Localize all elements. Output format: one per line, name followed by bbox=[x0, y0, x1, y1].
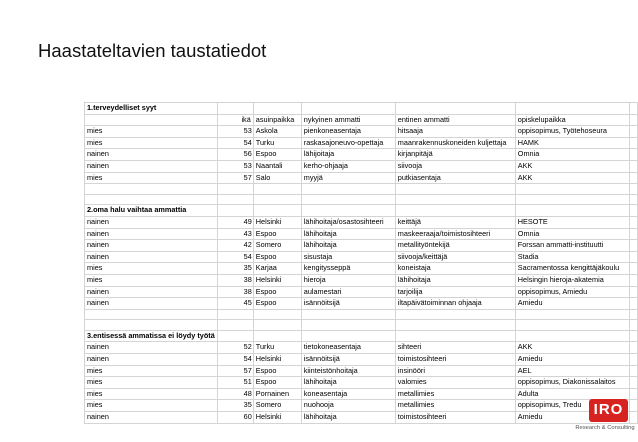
age-cell: 48 bbox=[217, 388, 253, 400]
current-occupation-cell: sisustaja bbox=[301, 251, 395, 263]
empty-cell bbox=[217, 184, 253, 195]
empty-cell bbox=[629, 103, 637, 115]
current-occupation-cell: nuohooja bbox=[301, 400, 395, 412]
study-place-cell: HESOTE bbox=[515, 216, 629, 228]
empty-cell bbox=[629, 330, 637, 342]
section-heading: 1.terveydelliset syyt bbox=[85, 103, 218, 115]
study-place-cell: AKK bbox=[515, 342, 629, 354]
current-occupation-cell: isännöitsijä bbox=[301, 298, 395, 310]
age-cell: 45 bbox=[217, 298, 253, 310]
logo-mark: IRO bbox=[593, 401, 624, 418]
empty-cell bbox=[217, 309, 253, 320]
current-occupation-cell: kengitysseppä bbox=[301, 263, 395, 275]
empty-cell bbox=[395, 320, 515, 331]
empty-cell bbox=[629, 354, 637, 366]
empty-cell bbox=[217, 103, 253, 115]
former-occupation-cell: tarjoilija bbox=[395, 286, 515, 298]
column-header bbox=[85, 114, 218, 126]
page-title: Haastateltavien taustatiedot bbox=[38, 40, 267, 61]
table-row bbox=[85, 160, 638, 172]
empty-cell bbox=[301, 205, 395, 217]
age-cell: 49 bbox=[217, 216, 253, 228]
section-heading: 2.oma halu vaihtaa ammattia bbox=[85, 205, 218, 217]
section-heading-row bbox=[85, 205, 638, 217]
current-occupation-cell: lähihoitaja/osastosihteeri bbox=[301, 216, 395, 228]
current-occupation-cell: aulamestari bbox=[301, 286, 395, 298]
study-place-cell: Amiedu bbox=[515, 298, 629, 310]
age-cell: 54 bbox=[217, 137, 253, 149]
table-row bbox=[85, 240, 638, 252]
empty-cell bbox=[253, 330, 301, 342]
empty-cell bbox=[217, 205, 253, 217]
age-cell: 35 bbox=[217, 263, 253, 275]
table-row bbox=[85, 172, 638, 184]
residence-cell: Karjaa bbox=[253, 263, 301, 275]
residence-cell: Espoo bbox=[253, 228, 301, 240]
empty-cell bbox=[629, 263, 637, 275]
empty-cell bbox=[629, 194, 637, 205]
current-occupation-cell: myyjä bbox=[301, 172, 395, 184]
former-occupation-cell: kirjanpitäjä bbox=[395, 149, 515, 161]
table-row bbox=[85, 286, 638, 298]
empty-cell bbox=[253, 194, 301, 205]
table-row bbox=[85, 365, 638, 377]
empty-cell bbox=[629, 205, 637, 217]
empty-cell bbox=[217, 194, 253, 205]
gender-cell: mies bbox=[85, 137, 218, 149]
column-header-row bbox=[85, 114, 638, 126]
current-occupation-cell: hieroja bbox=[301, 274, 395, 286]
age-cell: 56 bbox=[217, 149, 253, 161]
residence-cell: Salo bbox=[253, 172, 301, 184]
study-place-cell: Helsingin hieroja-akatemia bbox=[515, 274, 629, 286]
empty-cell bbox=[253, 205, 301, 217]
empty-cell bbox=[629, 365, 637, 377]
study-place-cell: Amiedu bbox=[515, 412, 629, 424]
empty-cell bbox=[629, 172, 637, 184]
former-occupation-cell: siivooja bbox=[395, 160, 515, 172]
table-row bbox=[85, 137, 638, 149]
former-occupation-cell: metallimies bbox=[395, 400, 515, 412]
current-occupation-cell: kiinteistönhoitaja bbox=[301, 365, 395, 377]
former-occupation-cell: siivooja/keittäjä bbox=[395, 251, 515, 263]
gender-cell: nainen bbox=[85, 228, 218, 240]
study-place-cell: Omnia bbox=[515, 228, 629, 240]
empty-cell bbox=[629, 342, 637, 354]
empty-cell bbox=[301, 309, 395, 320]
residence-cell: Askola bbox=[253, 126, 301, 138]
age-cell: 57 bbox=[217, 365, 253, 377]
empty-cell bbox=[395, 194, 515, 205]
study-place-cell: Stadia bbox=[515, 251, 629, 263]
table-row bbox=[85, 354, 638, 366]
gender-cell: nainen bbox=[85, 342, 218, 354]
column-header: ikä bbox=[217, 114, 253, 126]
study-place-cell: Adulta bbox=[515, 388, 629, 400]
age-cell: 60 bbox=[217, 412, 253, 424]
residence-cell: Espoo bbox=[253, 149, 301, 161]
table-row bbox=[85, 274, 638, 286]
empty-cell bbox=[629, 184, 637, 195]
gender-cell: mies bbox=[85, 377, 218, 389]
current-occupation-cell: isännöitsijä bbox=[301, 354, 395, 366]
residence-cell: Espoo bbox=[253, 286, 301, 298]
age-cell: 43 bbox=[217, 228, 253, 240]
empty-cell bbox=[629, 251, 637, 263]
former-occupation-cell: sihteeri bbox=[395, 342, 515, 354]
current-occupation-cell: koneasentaja bbox=[301, 388, 395, 400]
residence-cell: Naantali bbox=[253, 160, 301, 172]
empty-cell bbox=[217, 330, 253, 342]
age-cell: 53 bbox=[217, 160, 253, 172]
gender-cell: mies bbox=[85, 126, 218, 138]
empty-cell bbox=[629, 126, 637, 138]
empty-cell bbox=[85, 194, 218, 205]
table-row bbox=[85, 149, 638, 161]
study-place-cell: oppisopimus, Diakonissalaitos bbox=[515, 377, 629, 389]
table-row bbox=[85, 342, 638, 354]
table-row bbox=[85, 400, 638, 412]
table-row bbox=[85, 388, 638, 400]
residence-cell: Espoo bbox=[253, 365, 301, 377]
former-occupation-cell: koneistaja bbox=[395, 263, 515, 275]
residence-cell: Turku bbox=[253, 342, 301, 354]
former-occupation-cell: toimistosihteeri bbox=[395, 354, 515, 366]
age-cell: 42 bbox=[217, 240, 253, 252]
empty-cell bbox=[85, 184, 218, 195]
table-row bbox=[85, 412, 638, 424]
gender-cell: mies bbox=[85, 172, 218, 184]
table-row bbox=[85, 377, 638, 389]
empty-cell bbox=[629, 400, 637, 412]
empty-cell bbox=[515, 320, 629, 331]
study-place-cell: Omnia bbox=[515, 149, 629, 161]
empty-cell bbox=[629, 320, 637, 331]
empty-cell bbox=[85, 309, 218, 320]
gender-cell: nainen bbox=[85, 251, 218, 263]
section-heading-row bbox=[85, 103, 638, 115]
former-occupation-cell: iltapäivätoiminnan ohjaaja bbox=[395, 298, 515, 310]
empty-cell bbox=[629, 228, 637, 240]
spacer-row bbox=[85, 194, 638, 205]
current-occupation-cell: kerho-ohjaaja bbox=[301, 160, 395, 172]
empty-cell bbox=[629, 388, 637, 400]
current-occupation-cell: tietokoneasentaja bbox=[301, 342, 395, 354]
study-place-cell: AKK bbox=[515, 160, 629, 172]
age-cell: 51 bbox=[217, 377, 253, 389]
spacer-row bbox=[85, 184, 638, 195]
section-heading-row bbox=[85, 330, 638, 342]
residence-cell: Turku bbox=[253, 137, 301, 149]
empty-cell bbox=[395, 330, 515, 342]
empty-cell bbox=[515, 330, 629, 342]
residence-cell: Helsinki bbox=[253, 354, 301, 366]
logo-tagline: Research & Consulting bbox=[575, 425, 635, 431]
former-occupation-cell: lähihoitaja bbox=[395, 274, 515, 286]
residence-cell: Helsinki bbox=[253, 274, 301, 286]
gender-cell: mies bbox=[85, 274, 218, 286]
empty-cell bbox=[217, 320, 253, 331]
empty-cell bbox=[85, 320, 218, 331]
gender-cell: nainen bbox=[85, 354, 218, 366]
current-occupation-cell: lähijoitaja bbox=[301, 149, 395, 161]
gender-cell: mies bbox=[85, 365, 218, 377]
gender-cell: nainen bbox=[85, 216, 218, 228]
gender-cell: nainen bbox=[85, 160, 218, 172]
age-cell: 38 bbox=[217, 286, 253, 298]
empty-cell bbox=[395, 205, 515, 217]
study-place-cell: Amiedu bbox=[515, 354, 629, 366]
study-place-cell: AKK bbox=[515, 172, 629, 184]
empty-cell bbox=[395, 309, 515, 320]
residence-cell: Espoo bbox=[253, 298, 301, 310]
former-occupation-cell: maanrakennuskoneiden kuljettaja bbox=[395, 137, 515, 149]
empty-cell bbox=[629, 149, 637, 161]
empty-cell bbox=[629, 274, 637, 286]
empty-cell bbox=[629, 309, 637, 320]
empty-cell bbox=[515, 309, 629, 320]
column-header: entinen ammatti bbox=[395, 114, 515, 126]
study-place-cell: HAMK bbox=[515, 137, 629, 149]
current-occupation-cell: lähihoitaja bbox=[301, 228, 395, 240]
empty-cell bbox=[629, 137, 637, 149]
age-cell: 52 bbox=[217, 342, 253, 354]
residence-cell: Pornainen bbox=[253, 388, 301, 400]
table-row bbox=[85, 251, 638, 263]
study-place-cell: oppisopimus, Tredu bbox=[515, 400, 629, 412]
empty-cell bbox=[515, 103, 629, 115]
residence-cell: Espoo bbox=[253, 377, 301, 389]
empty-cell bbox=[515, 194, 629, 205]
empty-cell bbox=[629, 298, 637, 310]
spacer-row bbox=[85, 320, 638, 331]
column-header: nykyinen ammatti bbox=[301, 114, 395, 126]
residence-cell: Helsinki bbox=[253, 216, 301, 228]
former-occupation-cell: keittäjä bbox=[395, 216, 515, 228]
age-cell: 53 bbox=[217, 126, 253, 138]
former-occupation-cell: valomies bbox=[395, 377, 515, 389]
study-place-cell: Sacramentossa kengittäjäkoulu bbox=[515, 263, 629, 275]
table-row bbox=[85, 228, 638, 240]
empty-cell bbox=[301, 184, 395, 195]
empty-cell bbox=[253, 309, 301, 320]
former-occupation-cell: maskeeraaja/toimistosihteeri bbox=[395, 228, 515, 240]
former-occupation-cell: metallityöntekijä bbox=[395, 240, 515, 252]
empty-cell bbox=[395, 184, 515, 195]
former-occupation-cell: insinööri bbox=[395, 365, 515, 377]
iro-logo bbox=[589, 399, 628, 422]
gender-cell: nainen bbox=[85, 149, 218, 161]
study-place-cell: AEL bbox=[515, 365, 629, 377]
table-row bbox=[85, 263, 638, 275]
column-header: opiskelupaikka bbox=[515, 114, 629, 126]
table-row bbox=[85, 216, 638, 228]
current-occupation-cell: pienkoneasentaja bbox=[301, 126, 395, 138]
residence-cell: Somero bbox=[253, 400, 301, 412]
gender-cell: mies bbox=[85, 400, 218, 412]
age-cell: 57 bbox=[217, 172, 253, 184]
study-place-cell: oppisopimus, Työtehoseura bbox=[515, 126, 629, 138]
gender-cell: nainen bbox=[85, 298, 218, 310]
gender-cell: mies bbox=[85, 388, 218, 400]
age-cell: 54 bbox=[217, 251, 253, 263]
residence-cell: Helsinki bbox=[253, 412, 301, 424]
current-occupation-cell: lähihoitaja bbox=[301, 377, 395, 389]
table-row bbox=[85, 126, 638, 138]
empty-cell bbox=[301, 103, 395, 115]
table-row bbox=[85, 298, 638, 310]
former-occupation-cell: putkiasentaja bbox=[395, 172, 515, 184]
age-cell: 38 bbox=[217, 274, 253, 286]
study-place-cell: Forssan ammatti-instituutti bbox=[515, 240, 629, 252]
empty-cell bbox=[629, 377, 637, 389]
empty-cell bbox=[301, 330, 395, 342]
empty-cell bbox=[515, 205, 629, 217]
empty-cell bbox=[629, 412, 637, 424]
study-place-cell: oppisopimus, Amiedu bbox=[515, 286, 629, 298]
empty-cell bbox=[395, 103, 515, 115]
current-occupation-cell: lähihoitaja bbox=[301, 240, 395, 252]
empty-cell bbox=[253, 320, 301, 331]
age-cell: 35 bbox=[217, 400, 253, 412]
empty-cell bbox=[629, 216, 637, 228]
residence-cell: Somero bbox=[253, 240, 301, 252]
empty-cell bbox=[629, 286, 637, 298]
gender-cell: nainen bbox=[85, 286, 218, 298]
current-occupation-cell: lähihoitaja bbox=[301, 412, 395, 424]
empty-cell bbox=[301, 320, 395, 331]
empty-cell bbox=[301, 194, 395, 205]
former-occupation-cell: toimistosihteeri bbox=[395, 412, 515, 424]
current-occupation-cell: raskasajoneuvo-opettaja bbox=[301, 137, 395, 149]
gender-cell: nainen bbox=[85, 412, 218, 424]
empty-cell bbox=[253, 103, 301, 115]
column-header: asuinpaikka bbox=[253, 114, 301, 126]
empty-cell bbox=[629, 114, 637, 126]
former-occupation-cell: metallimies bbox=[395, 388, 515, 400]
background-info-table bbox=[84, 102, 638, 424]
empty-cell bbox=[515, 184, 629, 195]
empty-cell bbox=[629, 240, 637, 252]
section-heading: 3.entisessä ammatissa ei löydy työtä bbox=[85, 330, 218, 342]
gender-cell: nainen bbox=[85, 240, 218, 252]
residence-cell: Espoo bbox=[253, 251, 301, 263]
gender-cell: mies bbox=[85, 263, 218, 275]
empty-cell bbox=[629, 160, 637, 172]
empty-cell bbox=[253, 184, 301, 195]
former-occupation-cell: hitsaaja bbox=[395, 126, 515, 138]
age-cell: 54 bbox=[217, 354, 253, 366]
spacer-row bbox=[85, 309, 638, 320]
